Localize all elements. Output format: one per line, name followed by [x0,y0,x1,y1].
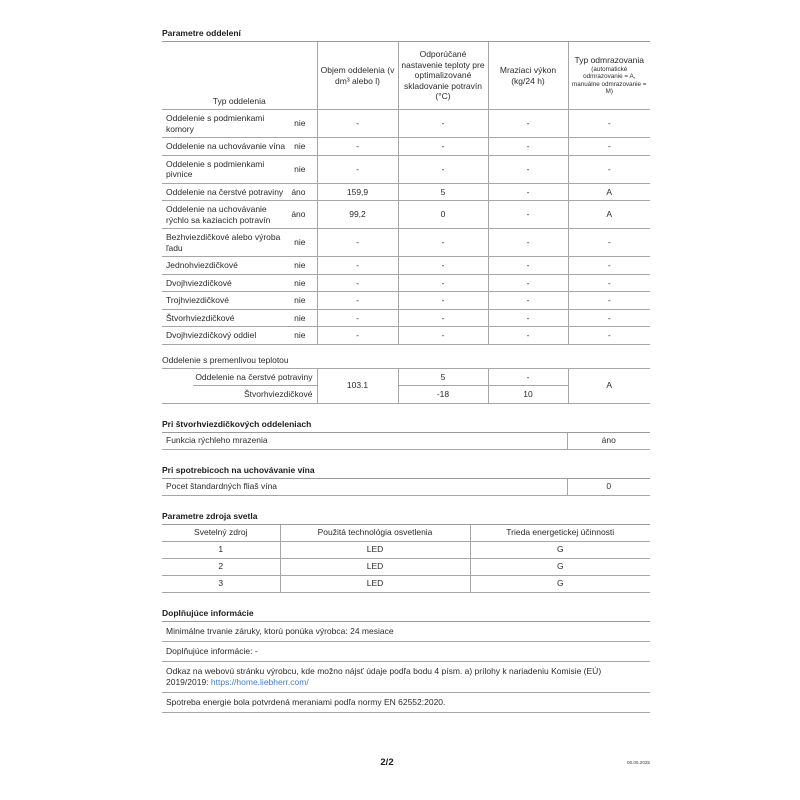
table-row [162,138,650,156]
cell-temperature: - [398,155,488,183]
cell-present: nie [294,330,306,340]
cell-temperature: -18 [398,386,488,404]
cell-volume: - [317,292,398,310]
table-row [162,575,650,592]
cell-light-source: 1 [162,541,280,558]
cell-volume: - [317,229,398,257]
info-row-website [162,662,650,693]
table-row [162,368,650,386]
light-sources-table [162,525,650,593]
table-row [162,201,650,229]
cell-volume: - [317,138,398,156]
cell-temperature: - [398,110,488,138]
header-light-source: Svetelný zdroj [162,525,280,542]
table-row [162,257,650,275]
cell-label: Bezhviezdičkové alebo výroba ľadu nie [162,229,317,257]
cell-present: nie [294,260,306,270]
cell-defrost-type: - [568,257,650,275]
cell-present: áno [291,186,306,197]
date-stamp: 06.06.2025 [627,760,650,765]
cell-temperature: 5 [398,183,488,201]
cell-defrost-type: - [568,292,650,310]
cell-present: nie [294,312,306,323]
cell-volume: - [317,257,398,275]
cell-label: Oddelenie s podmienkami pivnice nie [162,155,317,183]
cell-freezing-capacity: - [488,274,568,292]
cell-freezing-capacity: - [488,292,568,310]
spacer-cell [162,386,193,404]
cell-label: Štvorhviezdičkové [193,386,317,404]
spacer-cell [162,368,193,386]
cell-freezing-capacity: - [488,138,568,156]
cell-present: nie [294,118,306,129]
table-row [162,292,650,310]
section-title-four-star: Pri štvorhviezdičkových oddeleniach [162,419,650,433]
cell-temperature: - [398,327,488,345]
cell-freezing-capacity: 10 [488,386,568,404]
cell-defrost-type: - [568,274,650,292]
cell-defrost-type: - [568,309,650,327]
table-row [162,479,650,496]
cell-freezing-capacity: - [488,257,568,275]
cell-volume: - [317,274,398,292]
cell-light-source: 3 [162,575,280,592]
cell-volume: 103.1 [317,368,398,403]
cell-label: Oddelenie na čerstvé potraviny áno [162,183,317,201]
cell-freezing-capacity: - [488,229,568,257]
cell-label: Jednohviezdičkové nie [162,257,317,275]
info-row-additional: Doplňujúce informácie: - [162,642,650,662]
cell-label: Oddelenie na uchovávanie rýchlo sa kaziacich potravín áno [162,201,317,229]
section-title-light-sources: Parametre zdroja svetla [162,511,650,525]
cell-temperature: - [398,274,488,292]
cell-temperature: 5 [398,368,488,386]
section-title-additional-info: Doplňujúce informácie [162,608,650,622]
table-row [162,110,650,138]
table-row [162,327,650,345]
header-freezing-capacity: Mraziaci výkon (kg/24 h) [488,42,568,110]
cell-label: Oddelenie na čerstvé potraviny [193,368,317,386]
cell-present: nie [294,141,306,151]
cell-freezing-capacity: - [488,368,568,386]
table-row [162,229,650,257]
cell-label: Oddelenie s podmienkami komory nie [162,110,317,138]
cell-volume: - [317,110,398,138]
info-row-energy-standard: Spotreba energie bola potvrdená meraniami podľa normy EN 62552:2020. [162,693,650,713]
cell-present: nie [294,163,306,174]
cell-defrost-type: A [568,201,650,229]
cell-light-efficiency-class: G [470,558,650,575]
cell-defrost-type: A [568,183,650,201]
table-row [162,558,650,575]
light-header-row [162,525,650,542]
cell-label: Pocet štandardných fliaš vína [162,479,567,496]
cell-label: Funkcia rýchleho mrazenia [162,433,567,450]
page-number: 2/2 [380,757,394,768]
header-light-technology: Použitá technológia osvetlenia [280,525,470,542]
cell-label: Dvojhviezdičkový oddiel nie [162,327,317,345]
cell-freezing-capacity: - [488,201,568,229]
header-compartment-type: Typ oddelenia [162,42,317,110]
cell-light-efficiency-class: G [470,541,650,558]
cell-defrost-type: - [568,229,650,257]
cell-temperature: 0 [398,201,488,229]
table-row [162,183,650,201]
section-title-variable-temp: Oddelenie s premenlivou teplotou [162,354,289,365]
variable-temp-table [162,368,650,404]
table-row [162,433,650,450]
header-defrost-main: Typ odmrazovania [574,55,644,66]
cell-light-technology: LED [280,541,470,558]
cell-light-technology: LED [280,575,470,592]
content-area [162,28,650,713]
table-row [162,309,650,327]
additional-info-list [162,622,650,713]
header-volume: Objem oddelenia (v dm³ alebo l) [317,42,398,110]
header-light-efficiency-class: Trieda energetickej účinnosti [470,525,650,542]
cell-label: Trojhviezdičkové nie [162,292,317,310]
cell-label: Oddelenie na uchovávanie vína nie [162,138,317,156]
header-defrost-type [568,42,650,110]
cell-temperature: - [398,292,488,310]
cell-light-source: 2 [162,558,280,575]
info-website-text: Odkaz na webovú stránku výrobcu, kde možno nájsť údaje podľa bodu 4 písm. a) prílohy k nariadeniu Komisie (EÚ) 2019/2019: [166,665,602,687]
cell-volume: - [317,155,398,183]
info-row-warranty: Minimálne trvanie záruky, ktorú ponúka výrobca: 24 mesiace [162,622,650,642]
cell-present: nie [294,295,306,305]
cell-freezing-capacity: - [488,309,568,327]
cell-light-technology: LED [280,558,470,575]
cell-present: áno [291,209,306,220]
cell-freezing-capacity: - [488,155,568,183]
header-temperature: Odporúčané nastavenie teploty pre optimalizované skladovanie potravín (°C) [398,42,488,110]
section-title-compartments: Parametre oddelení [162,28,650,42]
table-row [162,274,650,292]
wine-table [162,479,650,496]
cell-volume: - [317,309,398,327]
cell-defrost-type: - [568,155,650,183]
header-defrost-note: (automatické odmrazovanie = A, manuálne odmrazovanie = M) [572,65,647,96]
cell-volume: 99,2 [317,201,398,229]
cell-value: 0 [567,479,650,496]
section-title-wine: Pri spotrebicoch na uchovávanie vína [162,465,650,479]
cell-freezing-capacity: - [488,183,568,201]
cell-volume: 159,9 [317,183,398,201]
cell-freezing-capacity: - [488,110,568,138]
cell-present: nie [294,277,306,288]
cell-present: nie [294,237,306,248]
cell-volume: - [317,327,398,345]
table-row [162,541,650,558]
four-star-table [162,433,650,450]
cell-temperature: - [398,309,488,327]
cell-temperature: - [398,229,488,257]
cell-light-efficiency-class: G [470,575,650,592]
cell-defrost-type: - [568,327,650,345]
cell-defrost-type: A [606,380,613,391]
cell-defrost-type: - [568,138,650,156]
compartments-header-row [162,42,650,110]
cell-defrost-type: - [568,110,650,138]
manufacturer-website-link[interactable]: https://home.liebherr.com/ [210,676,309,687]
table-row [162,155,650,183]
cell-temperature: - [398,138,488,156]
cell-temperature: - [398,257,488,275]
cell-label: Dvojhviezdičkové nie [162,274,317,292]
compartments-table [162,42,650,345]
cell-value: áno [567,433,650,450]
cell-freezing-capacity: - [488,327,568,345]
cell-label: Štvorhviezdičkové nie [162,309,317,327]
